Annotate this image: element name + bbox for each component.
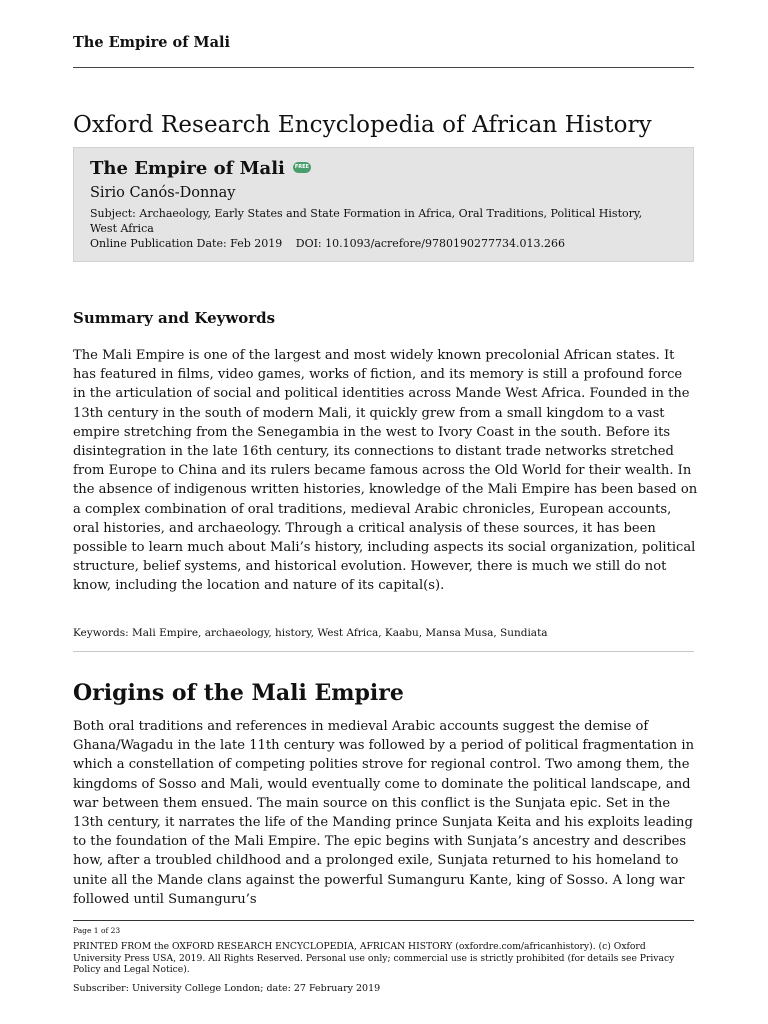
keywords-line xyxy=(73,627,548,639)
doi-value[interactable]: 10.1093/acrefore/9780190277734.013.266 xyxy=(325,237,565,250)
summary-heading: Summary and Keywords xyxy=(73,309,276,327)
publication-info xyxy=(90,236,565,251)
running-head-title: The Empire of Mali xyxy=(73,34,230,51)
page-number: Page 1 of 23 xyxy=(73,926,121,935)
copyright-notice: PRINTED FROM the OXFORD RESEARCH ENCYCLOPEDIA, AFRICAN HISTORY (oxfordre.com/africanhistory). (c) Oxford University Press USA, 2019. All Rights Reserved. Personal use only; commercial use is strictly prohibited (for details see Privacy Policy and Legal Notice). xyxy=(73,941,675,975)
section-paragraph: Both oral traditions and references in medieval Arabic accounts suggest the demise of Ghana/Wagadu in the late 11th century was followed by a period of political fragmentation in which a constellation of competing polities strove for regional control. Two among them, the kingdoms of Sosso and Mali, would eventually come to dominate the political landscape, and war between them ensued. The main source on this conflict is the Sunjata epic. Set in the 13th century, it narrates the life of the Manding prince Sunjata Keita and his exploits leading to the foundation of the Mali Empire. The epic begins with Sunjata’s ancestry and describes how, after a troubled childhood and a prolonged exile, Sunjata returned to his homeland to unite all the Mande clans against the powerful Sumanguru Kante, king of Sosso. A long war followed until Sumanguru’s xyxy=(73,719,695,907)
article-metadata-box xyxy=(73,147,694,262)
pub-date-label: Online Publication Date: xyxy=(90,237,227,250)
doi-label: DOI: xyxy=(295,237,322,250)
subject-label: Subject: xyxy=(90,207,136,220)
keywords-list: Mali Empire, archaeology, history, West Africa, Kaabu, Mansa Musa, Sundiata xyxy=(132,627,548,639)
article-subject xyxy=(90,206,650,236)
summary-paragraph: The Mali Empire is one of the largest and most widely known precolonial African states. It has featured in films, video games, works of fiction, and its memory is still a profound force in the articulation of social and political identities across Mande West Africa. Founded in the 13th century in the south of modern Mali, it quickly grew from a small kingdom to a vast empire stretching from the Senegambia in the west to Ivory Coast in the south. Before its disintegration in the late 16th century, its connections to distant trade networks stretched from Europe to China and its rulers became famous across the Old World for their wealth. In the absence of indigenous written histories, knowledge of the Mali Empire has been based on a complex combination of oral traditions, medieval Arabic chronicles, European accounts, oral histories, and archaeology. Through a critical analysis of these sources, it has been possible to learn much about Mali’s history, including aspects its social organization, political structure, belief systems, and historical evolution. However, there is much we still do not know, including the location and nature of its capital(s). xyxy=(73,348,698,594)
article-title-text: The Empire of Mali xyxy=(90,158,285,179)
article-title xyxy=(90,158,311,179)
section-divider xyxy=(73,651,694,652)
footer-divider xyxy=(73,920,694,921)
free-access-icon: FREE xyxy=(293,162,311,173)
keywords-label: Keywords: xyxy=(73,627,129,639)
subject-value: Archaeology, Early States and State Formation in Africa, Oral Traditions, Political History, West Africa xyxy=(90,207,643,235)
section-heading-origins: Origins of the Mali Empire xyxy=(73,680,404,706)
pub-date-value: Feb 2019 xyxy=(230,237,283,250)
article-author[interactable]: Sirio Canós-Donnay xyxy=(90,185,236,201)
encyclopedia-title: Oxford Research Encyclopedia of African History xyxy=(73,112,652,138)
header-divider xyxy=(73,67,694,68)
subscriber-info: Subscriber: University College London; date: 27 February 2019 xyxy=(73,983,381,994)
